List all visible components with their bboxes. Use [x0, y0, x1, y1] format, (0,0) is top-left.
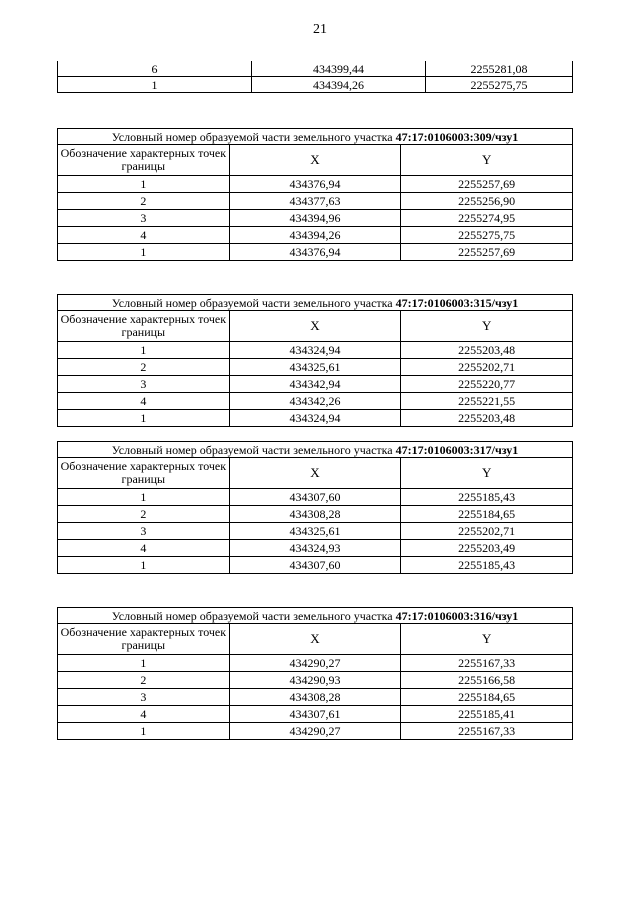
point-cell: 4	[58, 393, 230, 410]
point-cell: 4	[58, 227, 230, 244]
y-cell: 2255185,43	[401, 557, 573, 574]
x-cell: 434324,93	[229, 540, 401, 557]
parcel-id: 47:17:0106003:315/чзу1	[395, 295, 519, 310]
point-cell: 3	[58, 210, 230, 227]
table-row	[58, 176, 573, 193]
x-cell: 434290,27	[229, 723, 401, 740]
table-caption	[58, 295, 573, 311]
y-cell: 2255256,90	[401, 193, 573, 210]
y-cell: 2255274,95	[401, 210, 573, 227]
x-cell: 434394,96	[229, 210, 401, 227]
table-row	[58, 342, 573, 359]
x-cell: 434399,44	[252, 61, 426, 77]
table-row	[58, 672, 573, 689]
coordinates-table	[57, 294, 573, 427]
caption-text: Условный номер образуемой части земельного участка	[111, 442, 396, 457]
y-cell: 2255184,65	[401, 689, 573, 706]
point-column-header: Обозначение характерных точек границы	[58, 624, 230, 655]
table-row	[58, 359, 573, 376]
table-row	[58, 540, 573, 557]
y-cell: 2255184,65	[401, 506, 573, 523]
caption-text: Условный номер образуемой части земельного участка	[111, 608, 396, 623]
y-cell: 2255275,75	[401, 227, 573, 244]
point-column-header: Обозначение характерных точек границы	[58, 458, 230, 489]
table-row	[58, 227, 573, 244]
point-cell: 1	[58, 557, 230, 574]
x-cell: 434342,94	[229, 376, 401, 393]
table-header-row	[58, 624, 573, 655]
point-cell: 3	[58, 376, 230, 393]
x-cell: 434324,94	[229, 342, 401, 359]
y-cell: 2255203,49	[401, 540, 573, 557]
table-caption-row	[58, 442, 573, 458]
y-column-header: Y	[401, 458, 573, 489]
point-cell: 1	[58, 77, 252, 93]
parcel-id: 47:17:0106003:317/чзу1	[395, 442, 519, 457]
x-cell: 434308,28	[229, 689, 401, 706]
table-row	[58, 77, 573, 93]
point-cell: 1	[58, 489, 230, 506]
parcel-id: 47:17:0106003:316/чзу1	[395, 608, 519, 623]
y-cell: 2255185,43	[401, 489, 573, 506]
table-row	[58, 557, 573, 574]
continuation-table	[57, 61, 573, 93]
y-cell: 2255202,71	[401, 523, 573, 540]
y-column-header: Y	[401, 624, 573, 655]
x-cell: 434308,28	[229, 506, 401, 523]
y-column-header: Y	[401, 311, 573, 342]
point-cell: 2	[58, 193, 230, 210]
table-row	[58, 723, 573, 740]
point-cell: 3	[58, 689, 230, 706]
page-number: 21	[313, 22, 327, 37]
table-row	[58, 706, 573, 723]
table-header-row	[58, 458, 573, 489]
caption-text: Условный номер образуемой части земельного участка	[111, 295, 396, 310]
table-row	[58, 655, 573, 672]
point-cell: 1	[58, 176, 230, 193]
y-cell: 2255166,58	[401, 672, 573, 689]
x-cell: 434307,61	[229, 706, 401, 723]
table-caption-row	[58, 129, 573, 145]
point-cell: 1	[58, 655, 230, 672]
point-column-header: Обозначение характерных точек границы	[58, 145, 230, 176]
x-cell: 434376,94	[229, 244, 401, 261]
table-row	[58, 376, 573, 393]
point-column-header: Обозначение характерных точек границы	[58, 311, 230, 342]
y-cell: 2255281,08	[426, 61, 573, 77]
table-row	[58, 244, 573, 261]
x-column-header: X	[229, 145, 401, 176]
y-cell: 2255167,33	[401, 723, 573, 740]
y-column-header: Y	[401, 145, 573, 176]
table-caption	[58, 129, 573, 145]
y-cell: 2255220,77	[401, 376, 573, 393]
x-column-header: X	[229, 458, 401, 489]
x-cell: 434377,63	[229, 193, 401, 210]
caption-text: Условный номер образуемой части земельного участка	[111, 129, 396, 144]
point-cell: 4	[58, 540, 230, 557]
table-caption-row	[58, 295, 573, 311]
point-cell: 1	[58, 342, 230, 359]
parcel-id: 47:17:0106003:309/чзу1	[395, 129, 519, 144]
x-cell: 434290,27	[229, 655, 401, 672]
table-caption	[58, 442, 573, 458]
x-cell: 434325,61	[229, 523, 401, 540]
table-row	[58, 523, 573, 540]
point-cell: 3	[58, 523, 230, 540]
y-cell: 2255257,69	[401, 244, 573, 261]
y-cell: 2255203,48	[401, 410, 573, 427]
x-cell: 434394,26	[229, 227, 401, 244]
table-row	[58, 393, 573, 410]
x-cell: 434342,26	[229, 393, 401, 410]
table-row	[58, 210, 573, 227]
table-header-row	[58, 311, 573, 342]
x-column-header: X	[229, 624, 401, 655]
table-row	[58, 506, 573, 523]
point-cell: 2	[58, 672, 230, 689]
point-cell: 2	[58, 359, 230, 376]
coordinates-table	[57, 128, 573, 261]
table-row	[58, 61, 573, 77]
y-cell: 2255275,75	[426, 77, 573, 93]
y-cell: 2255185,41	[401, 706, 573, 723]
x-cell: 434307,60	[229, 557, 401, 574]
point-cell: 1	[58, 244, 230, 261]
coordinates-table	[57, 441, 573, 574]
x-column-header: X	[229, 311, 401, 342]
coordinates-table	[57, 607, 573, 740]
y-cell: 2255203,48	[401, 342, 573, 359]
y-cell: 2255221,55	[401, 393, 573, 410]
x-cell: 434376,94	[229, 176, 401, 193]
table-header-row	[58, 145, 573, 176]
point-cell: 4	[58, 706, 230, 723]
y-cell: 2255167,33	[401, 655, 573, 672]
y-cell: 2255257,69	[401, 176, 573, 193]
y-cell: 2255202,71	[401, 359, 573, 376]
point-cell: 6	[58, 61, 252, 77]
x-cell: 434307,60	[229, 489, 401, 506]
x-cell: 434325,61	[229, 359, 401, 376]
x-cell: 434324,94	[229, 410, 401, 427]
point-cell: 1	[58, 410, 230, 427]
table-row	[58, 489, 573, 506]
table-row	[58, 689, 573, 706]
table-row	[58, 410, 573, 427]
x-cell: 434394,26	[252, 77, 426, 93]
table-caption-row	[58, 608, 573, 624]
table-caption	[58, 608, 573, 624]
x-cell: 434290,93	[229, 672, 401, 689]
table-row	[58, 193, 573, 210]
point-cell: 2	[58, 506, 230, 523]
point-cell: 1	[58, 723, 230, 740]
